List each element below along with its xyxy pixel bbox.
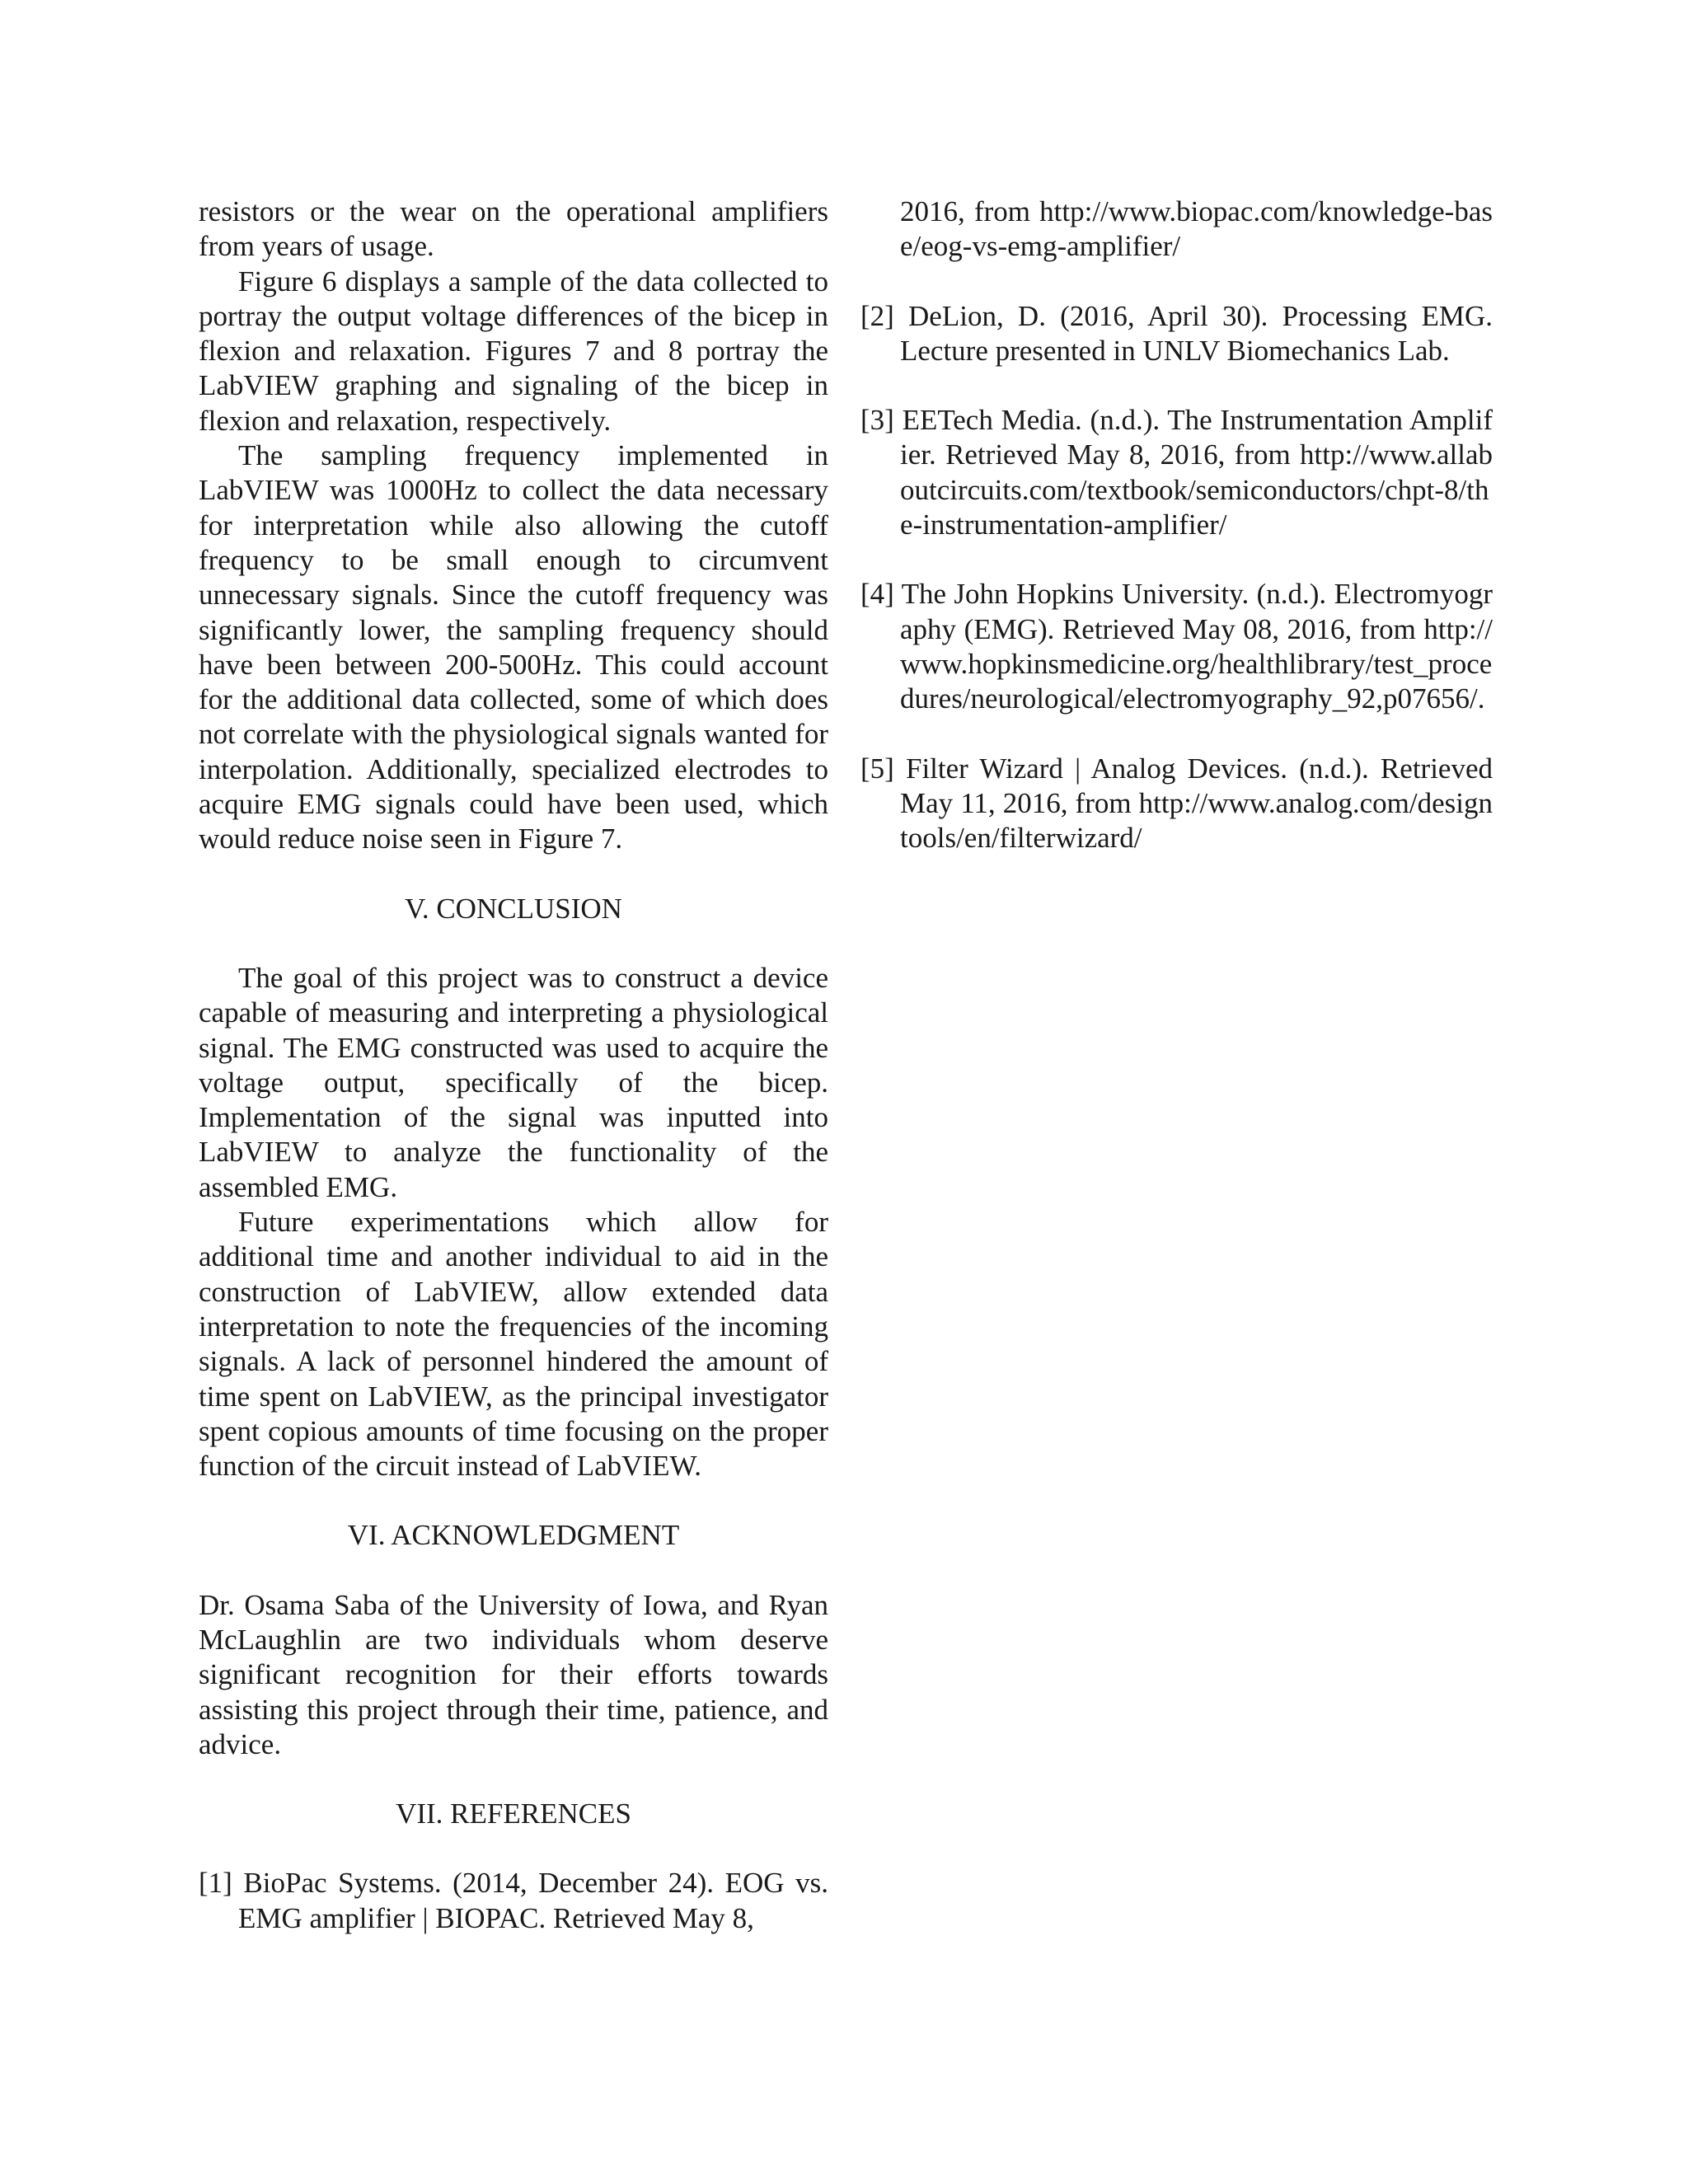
right-column <box>860 194 1493 855</box>
heading-conclusion: V. CONCLUSION <box>405 892 622 925</box>
reference-5: [5] Filter Wizard | Analog Devices. (n.d.). Retrieved May 11, 2016, from http://www.analog.com/designtools/en/filterwizard/ <box>860 752 1493 855</box>
reference-1-end: 2016, from http://www.biopac.com/knowledge-base/eog-vs-emg-amplifier/ <box>900 195 1493 263</box>
paragraph-future: Future experimentations which allow for additional time and another individual to aid in the construction of LabVIEW, allow extended data interpretation to note the frequencies of the incoming signals. A lack of personnel hindered the amount of time spent on LabVIEW, as the principal investigator spent copious amounts of time focusing on the proper function of the circuit instead of LabVIEW. <box>199 1206 828 1483</box>
reference-3: [3] EETech Media. (n.d.). The Instrumentation Amplifier. Retrieved May 8, 2016, from http://www.allaboutcircuits.com/textbook/semiconductors/chpt-8/the-instrumentation-amplifier/ <box>860 404 1493 541</box>
paragraph-sampling: The sampling frequency implemented in LabVIEW was 1000Hz to collect the data necessary for interpretation while also allowing the cutoff frequency to be small enough to circumvent unnecessary signals. Since the cutoff frequency was significantly lower, the sampling frequency should have been between 200-500Hz. This could account for the additional data collected, some of which does not correlate with the physiological signals wanted for interpolation. Additionally, specialized electrodes to acquire EMG signals could have been used, which would reduce noise seen in Figure 7. <box>199 439 828 855</box>
heading-references: VII. REFERENCES <box>396 1797 631 1830</box>
reference-4: [4] The John Hopkins University. (n.d.). Electromyography (EMG). Retrieved May 08, 2016, from http://www.hopkinsmedicine.org/healthlibrary/test_procedures/neurological/electromyography_92,p07656/. <box>860 578 1493 715</box>
heading-acknowledgment: VI. ACKNOWLEDGMENT <box>347 1519 680 1552</box>
reference-2: [2] DeLion, D. (2016, April 30). Processing EMG. Lecture presented in UNLV Biomechanics Lab. <box>860 299 1493 367</box>
paragraph-goal: The goal of this project was to construct a device capable of measuring and interpreting a physiological signal. The EMG constructed was used to acquire the voltage output, specifically of the bicep. Implementation of the signal was inputted into LabVIEW to analyze the functionality of the assembled EMG. <box>199 961 828 1203</box>
left-column <box>199 194 828 1936</box>
paragraph-continuation: resistors or the wear on the operational amplifiers from years of usage. <box>199 195 828 263</box>
paragraph-figure6: Figure 6 displays a sample of the data collected to portray the output voltage differences of the bicep in flexion and relaxation. Figures 7 and 8 portray the LabVIEW graphing and signaling of the bicep in flexion and relaxation, respectively. <box>199 265 828 437</box>
reference-1-start: [1] BioPac Systems. (2014, December 24). EOG vs. EMG amplifier | BIOPAC. Retrieved May 8, <box>199 1867 828 1934</box>
paragraph-acknowledgment: Dr. Osama Saba of the University of Iowa, and Ryan McLaughlin are two individuals whom deserve significant recognition for their efforts towards assisting this project through their time, patience, and advice. <box>199 1588 828 1760</box>
